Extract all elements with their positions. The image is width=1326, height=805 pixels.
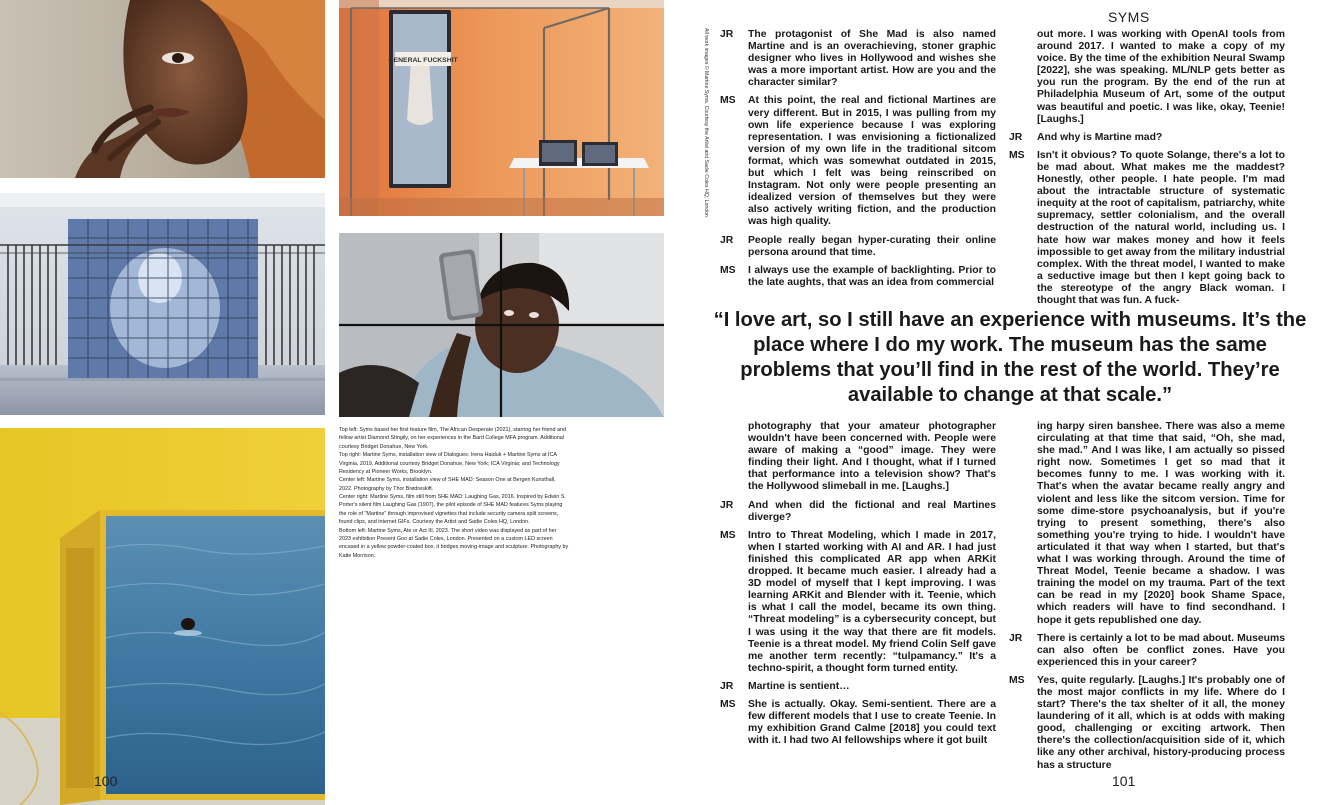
- qa-entry: [720, 530, 996, 675]
- photo-top-left: [0, 0, 325, 178]
- speaker-label: MS: [1009, 674, 1025, 686]
- qa-entry: [720, 699, 996, 747]
- qa-entry: [720, 265, 996, 289]
- qa-text: And why is Martine mad?: [1037, 131, 1163, 143]
- column-1-top: [720, 29, 996, 295]
- speaker-label: JR: [1009, 131, 1023, 143]
- caption-bottom-left: Bottom left: Martine Syms, Ate or Act III, 2023. The short video was displayed as part of her 2023 exhibition Present Goo at Sadie Coles, London. Presented on a custom LED screen encased in a yellow powder-coated box, it bridges moving-image and sculpture. Photography by Katie Morrison.: [339, 527, 569, 559]
- qa-text: Isn't it obvious? To quote Solange, there's a lot to be mad about. What makes me the maddest? Honestly, other people. I hate people. I'm mad about the intractable structure of systematic inequity at the root of capitalism, patriarchy, white supremacy, settler colonialism, and the overall destruction of the natural world, including us. I hate how war makes money and how it feels impossible to get away from the military industrial complex. With the threat model, I wanted to make a seductive image but then I kept going back to the stereotype of the angry Black woman. I thought that was fun. A fuck-: [1037, 149, 1285, 306]
- photo-center-left: [0, 193, 325, 415]
- continued-text: out more. I was working with OpenAI tools from around 2017. I wanted to make a copy of my voice. By the time of the exhibition Neural Swamp [2022], she was speaking. ML/NLP gets better as you run the program. By the end of the run at Philadelphia Museum of Art, some of the output was beautiful and poetic. I was like, okay, Teenie! [Laughs.]: [1037, 29, 1285, 125]
- continued-text: photography that your amateur photographer wouldn't have been concerned with. People were aware of making a “good” image. They were finding their light. And I thought, what if I turned that performance into a television show? That's the Hollywood slimeball in me. [Laughs.]: [748, 421, 996, 493]
- qa-entry: [1009, 132, 1285, 144]
- column-2-bottom: [1009, 421, 1285, 778]
- caption-top-left: Top left: Syms based her first feature film, The African Desperate (2021), starring her friend and fellow artist Diamond Stingily, on her experiences in the Bard College MFA program. Additional courtesy Bridget Donahue, New York.: [339, 427, 567, 450]
- qa-text: I always use the example of backlighting. Prior to the late aughts, that was an idea from commercial: [748, 264, 996, 288]
- qa-text: There is certainly a lot to be mad about. Museums can also often be conflict zones. Have you experienced this in your career?: [1037, 632, 1285, 668]
- qa-text: The protagonist of She Mad is also named Martine and is an overachieving, stoner graphic designer who lives in Hollywood and wishes she was a more important artist. How are you and the character similar?: [748, 29, 996, 89]
- qa-entry: [720, 500, 996, 524]
- qa-entry: [720, 29, 996, 89]
- vertical-credit: [700, 28, 710, 228]
- speaker-label: MS: [720, 698, 736, 710]
- speaker-label: JR: [1009, 632, 1023, 644]
- column-2-top: [1009, 29, 1285, 313]
- qa-text: Martine is sentient…: [748, 680, 850, 692]
- qa-text: At this point, the real and fictional Martines are very different. But in 2015, I was pulling from my own life experience because I was exploring representation. I was envisioning a fictionalized version of my own life in the traditional sitcom format, which was somewhat outdated in 2015, but which I felt was being reinscribed on Instagram. Not only were people presenting an idealized version of themselves but they were also actively writing fiction, and the production was high quality.: [748, 95, 996, 228]
- qa-text: And when did the fictional and real Martines diverge?: [748, 499, 996, 523]
- vertical-credit-text: All work images © Martine Syms. Courtesy the Artist and Sadie Coles HQ, London.: [703, 28, 709, 219]
- speaker-label: MS: [720, 529, 736, 541]
- photo-bottom-left: [0, 428, 325, 805]
- image-captions: [339, 426, 569, 560]
- speaker-label: JR: [720, 29, 734, 40]
- qa-entry: [720, 235, 996, 259]
- speaker-label: JR: [720, 680, 734, 692]
- running-header: SYMS: [1108, 9, 1150, 25]
- qa-entry: [1009, 675, 1285, 772]
- speaker-label: JR: [720, 499, 734, 511]
- qa-entry: [720, 95, 996, 228]
- continued-text: ing harpy siren banshee. There was also a meme circulating at that time that said, “Oh, she mad, she mad.” And I was like, I am actually so pissed right now. Sometimes I get so mad that it becomes funny to me. I was working with it. That's when the avatar became really angry and violent and less like the sitcom version. Time for some dime-store psychoanalysis, but if you're trying to present something, there's also something you're trying to hide. I wouldn't have articulated it that way when I started, but that's what I was working through. Around the time of Threat Model, Teenie became a shadow. I was training the model on my trauma. Part of the text can be read in my [2020] book Shame Space, which readers will have to find secondhand. I hope it gets republished one day.: [1037, 421, 1285, 626]
- pull-quote: “I love art, so I still have an experience with museums. It’s the place where I do my work. The museum has the same problems that you’ll find in the rest of the world. They’re available to change at that scale.”: [713, 309, 1307, 406]
- qa-entry: [1009, 150, 1285, 307]
- speaker-label: MS: [1009, 149, 1025, 161]
- qa-entry: [720, 681, 996, 693]
- qa-entry: [1009, 633, 1285, 669]
- column-1-bottom: [720, 421, 996, 753]
- speaker-label: JR: [720, 234, 734, 246]
- qa-text: People really began hyper-curating their online persona around that time.: [748, 234, 996, 258]
- speaker-label: MS: [720, 264, 736, 276]
- qa-text: She is actually. Okay. Semi-sentient. There are a few different models that I use to create Teenie. In my exhibition Grand Calme [2018] you could text with it. I had two AI fellowships where it got built: [748, 698, 996, 747]
- caption-center-right: Center right: Martine Syms, film still from SHE MAD: Laughing Gas, 2016. Inspired by Edwin S. Porter's silent film Laughing Gas (1907), the pilot episode of SHE MAD features Syms playing the role of "Martine" through improvised vignettes that include security camera split screens, found clips, and internet GIFs. Courtesy the Artist and Sadie Coles HQ, London.: [339, 494, 566, 526]
- page-number-left: 100: [94, 773, 118, 789]
- page-number-right: 101: [1112, 773, 1136, 789]
- installation-sign: GENERAL FUCKSHIT: [388, 57, 458, 64]
- qa-text: Yes, quite regularly. [Laughs.] It's probably one of the most major conflicts in my life. Where do I start? There's the tax shelter of it all, the money laundering of it all, which is at odds with making good, challenging or exciting artwork. Then there's the collection/acquisition side of it, which like any other archival, history-producing process has a structure: [1037, 674, 1285, 771]
- caption-center-left: Center left: Martine Syms, installation view of SHE MAD: Season One at Bergen Kunsthall, 2022. Photography by Thor Brødreskift.: [339, 477, 556, 492]
- qa-text: Intro to Threat Modeling, which I made in 2017, when I started working with AI and AR. I had just finished this complicated AR app when ARKit dropped. It became much easier. I already had a 3D model of myself that I kept improving. I was learning ARKit and Blender with it. Teenie, which is what I call the model, became its own thing. “Threat modeling” is a cybersecurity concept, but I was using it the way that there are fit models. Teenie is a threat model. My friend Colin Self gave me another term recently: “tulpamancy.” It's a techno-spirit, a thought form turned entity.: [748, 529, 996, 674]
- photo-top-right: [339, 0, 664, 216]
- speaker-label: MS: [720, 95, 736, 107]
- caption-top-right: Top right: Martine Syms, installation view of Dialogues: Irena Haiduk + Martine Syms at ICA Virginia, 2019. Additional courtesy Bridget Donahue, New York; ICA Virginia; and Technology Residency at Pioneer Works, Brooklyn.: [339, 452, 560, 475]
- photo-center-right: [339, 233, 664, 417]
